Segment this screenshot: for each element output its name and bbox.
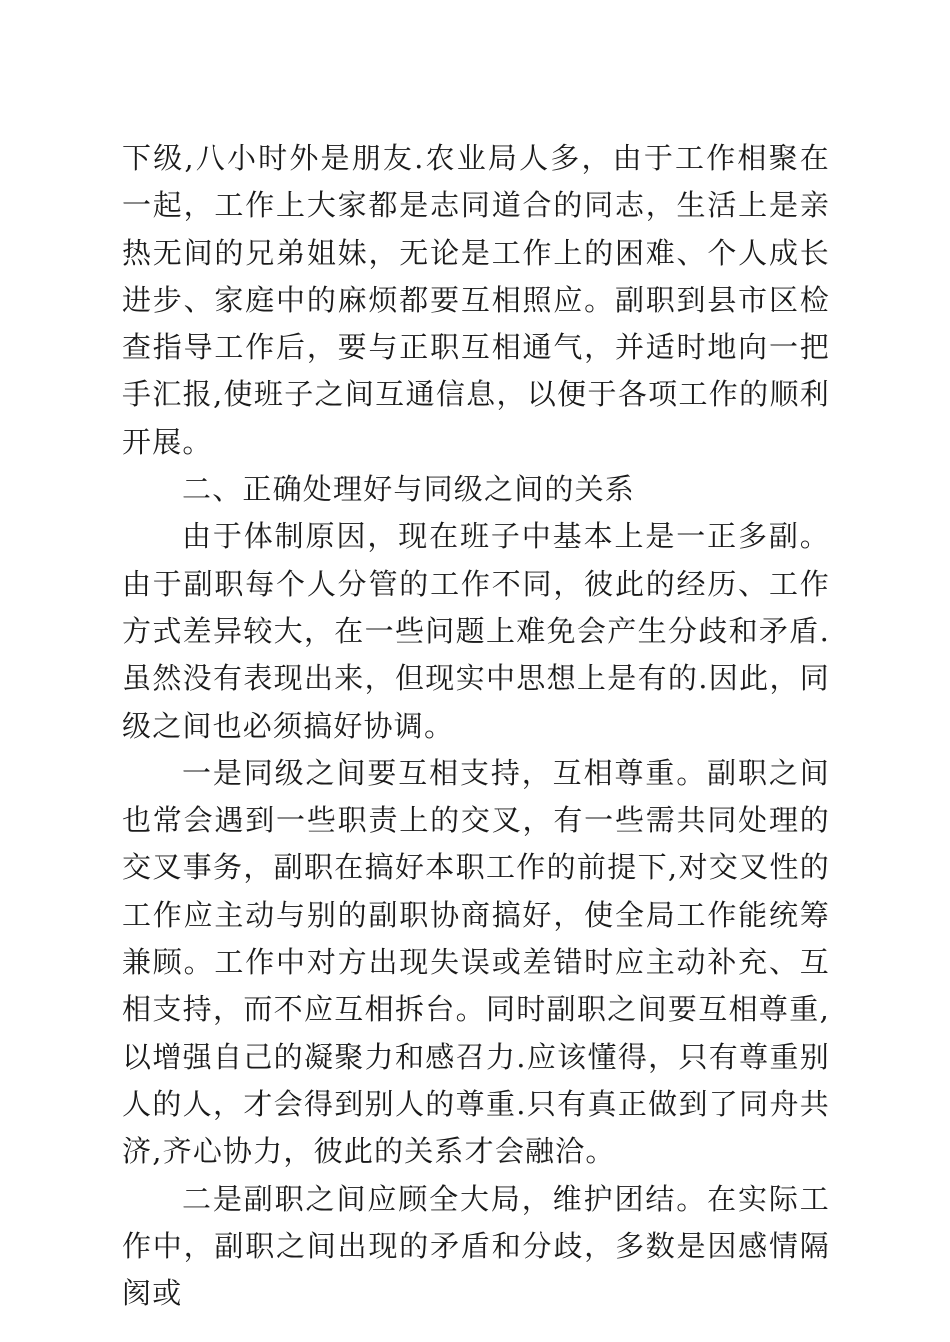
paragraph-overall-situation: 二是副职之间应顾全大局，维护团结。在实际工作中，副职之间出现的矛盾和分歧，多数是因感情隔阂或 <box>122 1181 830 1311</box>
document-body <box>122 135 830 1317</box>
paragraph-continuation: 下级,八小时外是朋友.农业局人多，由于工作相聚在一起，工作上大家都是志同道合的同志，生活上是亲热无间的兄弟姐妹，无论是工作上的困难、个人成长进步、家庭中的麻烦都要互相照应。副职到县市区检查指导工作后，要与正职互相通气，并适时地向一把手汇报,使班子之间互通信息，以便于各项工作的顺利开展。 <box>122 141 830 459</box>
paragraph-system-reason: 由于体制原因，现在班子中基本上是一正多副。由于副职每个人分管的工作不同，彼此的经历、工作方式差异较大，在一些问题上难免会产生分歧和矛盾.虽然没有表现出来，但现实中思想上是有的.因此，同级之间也必须搞好协调。 <box>122 519 830 743</box>
section-heading: 二、正确处理好与同级之间的关系 <box>182 472 636 507</box>
paragraph-mutual-support: 一是同级之间要互相支持，互相尊重。副职之间也常会遇到一些职责上的交叉，有一些需共同处理的交叉事务，副职在搞好本职工作的前提下,对交叉性的工作应主动与别的副职协商搞好，使全局工作能统筹兼顾。工作中对方出现失误或差错时应主动补充、互相支持，而不应互相拆台。同时副职之间要互相尊重,以增强自己的凝聚力和感召力.应该懂得，只有尊重别人的人，才会得到别人的尊重.只有真正做到了同舟共济,齐心协力，彼此的关系才会融洽。 <box>122 755 830 1169</box>
